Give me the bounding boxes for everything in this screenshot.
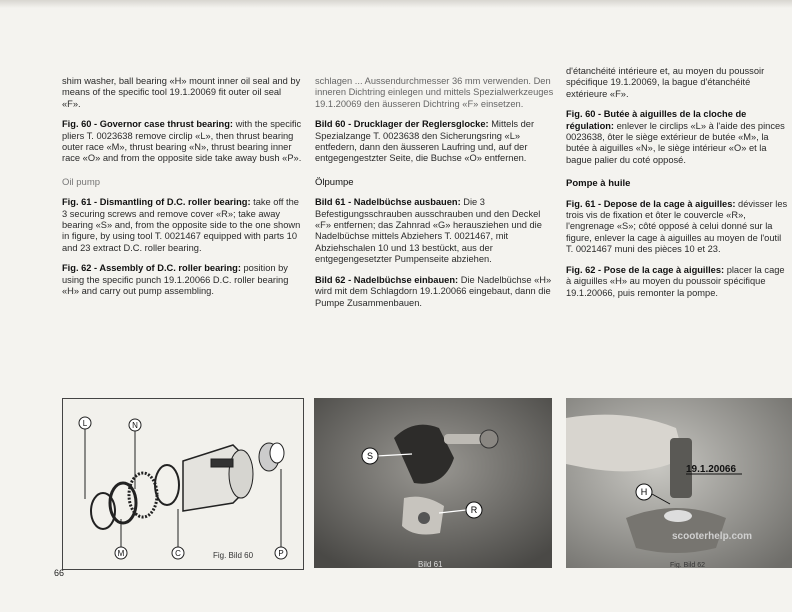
fr-fig61-text: dévisser les trois vis de fixation et ôter le couvercle «R», l'engrenage «S»; côté opposé à celui donné sur la figure, enlever la cage à aiguilles au moyen de l'outil T. 0021467 muni des pièces 10 et 23. bbox=[566, 198, 788, 255]
page-number: 66 bbox=[54, 568, 65, 578]
figure-62-photo bbox=[566, 398, 792, 568]
figure-61-svg bbox=[314, 398, 552, 568]
en-fig62-text: position by using the specific punch 19.1.20066 D.C. roller bearing «H» and carry out pump assembling. bbox=[62, 263, 289, 297]
fr-fig62-title: Fig. 62 - Pose de la cage à aiguilles: bbox=[566, 264, 725, 275]
de-section-oil-pump: Ölpumpe bbox=[315, 176, 354, 188]
governor-case-slot bbox=[211, 459, 233, 467]
figure-60-svg bbox=[63, 399, 303, 569]
needle-bearing-h bbox=[664, 510, 692, 522]
fr-fig60-text: enlever le circlips «L» à l'aide des pinces 0023638, ôter le siège extérieur de butée «M», la butée à aiguilles «N», le siège intérieur «O» et la bague palier du coté opposé. bbox=[566, 120, 785, 165]
fr-fig61 bbox=[566, 199, 788, 256]
en-fig60 bbox=[62, 119, 302, 165]
fr-fig62 bbox=[566, 265, 788, 299]
fr-section-oil-pump: Pompe à huile bbox=[566, 178, 631, 190]
en-fig61-text: take off the 3 securing screws and remove cover «R»; take away bearing «S» and, from the opposite side to the one shown in figure, by using tool T. 0021467 equipped with parts 10 and 23 extract D.C. roller bearing. bbox=[62, 197, 301, 253]
en-fig62 bbox=[62, 263, 302, 297]
de-fig61-text: Die 3 Befestigungsschrauben ausschrauben und den Deckel «F» entfernen; das Zahnrad «G» herausziehen und die Nadelbüchse mittels Abziehers T. 0021467, mit Abziehschalen 10 und 13 bestückt, aus der entgegengesetzter Pumpenseite abziehen. bbox=[315, 197, 542, 265]
fig62-caption: Fig. Bild 62 bbox=[670, 562, 706, 568]
label-n: N bbox=[132, 421, 138, 430]
de-fig60-text: Mittels der Spezialzange T. 0023638 den Sicherungsring «L» entfedern, dann den äusseren Laufring und, auf der entgegengestzter Seite, die Buchse «O» entfernen. bbox=[315, 119, 535, 164]
figure-62-svg bbox=[566, 398, 792, 568]
de-fig60-title: Bild 60 - Drucklager der Reglersglocke: bbox=[315, 119, 489, 130]
fr-fig60 bbox=[566, 109, 788, 166]
en-intro: shim washer, ball bearing «H» mount inner oil seal and by means of the specific tool 19.1.20069 fit outer oil seal «F». bbox=[62, 76, 301, 109]
fr-fig62-text: placer la cage à aiguilles «H» au moyen du poussoir spécifique 19.1.20066, puis remonter la pompe. bbox=[566, 264, 785, 298]
de-fig62 bbox=[315, 275, 555, 309]
figure-60-exploded-drawing bbox=[62, 398, 304, 570]
fr-intro: d'étanchéité intérieure et, au moyen du poussoir spécifique 19.1.20069, la bague d'étanchéité extérieure «F». bbox=[566, 66, 765, 99]
de-fig61-title: Bild 61 - Nadelbüchse ausbauen: bbox=[315, 197, 461, 208]
de-intro: schlagen ... Aussendurchmesser 36 mm verwenden. Den inneren Dichtring einlegen und mittels Spezialwerkzeuges 19.1.20069 den äusseren Dichtring «F» einsetzen. bbox=[315, 76, 554, 109]
bush-p-bore bbox=[270, 443, 284, 463]
tool-number-label: 19.1.20066 bbox=[686, 464, 737, 475]
de-fig60 bbox=[315, 119, 555, 165]
label-s: S bbox=[366, 451, 374, 461]
en-fig60-text: with the specific pliers T. 0023638 remove circlip «L», then thrust bearing outer race «M», thrust bearing «N», thrust bearing inner race «O» and from the opposite side take away bush «P». bbox=[62, 119, 302, 164]
en-fig60-title: Fig. 60 - Governor case thrust bearing: bbox=[62, 119, 233, 130]
en-fig62-title: Fig. 62 - Assembly of D.C. roller bearing: bbox=[62, 263, 241, 274]
label-l: L bbox=[82, 419, 88, 428]
fr-fig60-title: Fig. 60 - Butée à aiguilles de la cloche de régulation: bbox=[566, 109, 747, 131]
en-fig61 bbox=[62, 197, 302, 254]
pump-shaft bbox=[444, 434, 484, 444]
page-top-shadow bbox=[0, 0, 792, 8]
inner-race-o bbox=[155, 465, 179, 505]
de-fig61 bbox=[315, 197, 555, 265]
label-h: H bbox=[640, 487, 648, 497]
de-fig62-title: Bild 62 - Nadelbüchse einbauen: bbox=[315, 274, 459, 285]
label-p: P bbox=[278, 549, 284, 558]
watermark: scooterhelp.com bbox=[672, 531, 753, 542]
fig61-caption: Bild 61 bbox=[418, 560, 443, 568]
en-section-oil-pump: Oil pump bbox=[62, 176, 101, 188]
english-column bbox=[62, 76, 302, 307]
fr-fig61-title: Fig. 61 - Depose de la cage à aiguilles: bbox=[566, 198, 736, 209]
governor-case-end bbox=[229, 450, 253, 498]
label-m: M bbox=[117, 549, 125, 558]
french-column bbox=[566, 66, 788, 308]
figure-61-photo bbox=[314, 398, 552, 568]
german-column bbox=[315, 76, 555, 318]
fig60-caption: Fig. Bild 60 bbox=[213, 551, 254, 560]
cover-bore bbox=[418, 512, 430, 524]
needle-bearing-n bbox=[129, 473, 157, 517]
de-fig62-text: Die Nadelbüchse «H» wird mit dem Schlagdorn 19.1.20066 eingebaut, dann die Pumpe Zusammenbauen. bbox=[315, 274, 552, 308]
pump-gear bbox=[480, 430, 498, 448]
label-r: R bbox=[470, 505, 478, 515]
en-fig61-title: Fig. 61 - Dismantling of D.C. roller bearing: bbox=[62, 197, 251, 208]
label-c: C bbox=[175, 549, 181, 558]
